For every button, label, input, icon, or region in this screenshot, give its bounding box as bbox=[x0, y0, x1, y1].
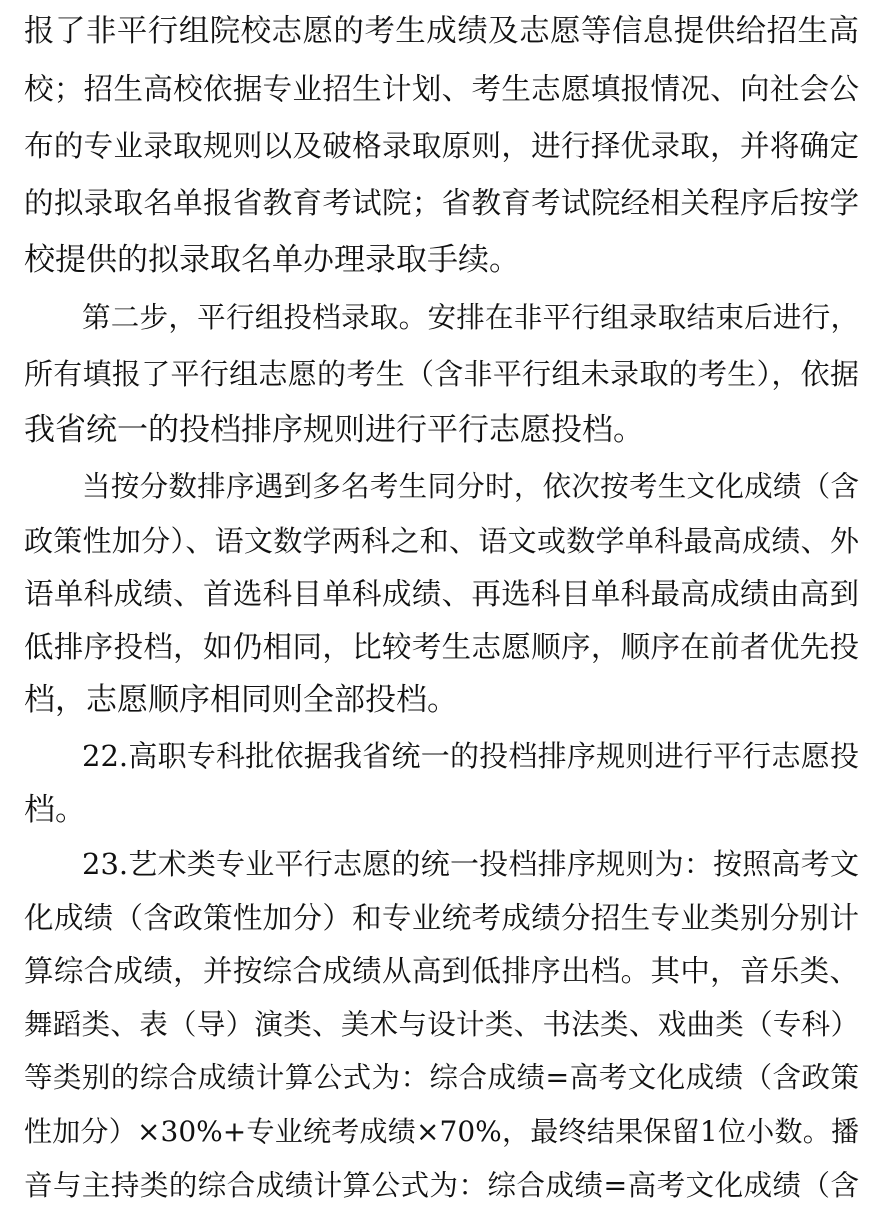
text-line: 性加分）×30%+专业统考成绩×70%，最终结果保留1位小数。播 bbox=[24, 1115, 859, 1148]
text-line: 当按分数排序遇到多名考生同分时，依次按考生文化成绩（含 bbox=[82, 470, 859, 503]
text-line: 第二步，平行组投档录取。安排在非平行组录取结束后进行， bbox=[82, 301, 859, 334]
text-line: 的拟录取名单报省教育考试院；省教育考试院经相关程序后按学 bbox=[24, 186, 859, 220]
text-line: 报了非平行组院校志愿的考生成绩及志愿等信息提供给招生高 bbox=[24, 14, 859, 49]
text-line: 等类别的综合成绩计算公式为：综合成绩=高考文化成绩（含政策 bbox=[24, 1061, 859, 1094]
text-line: 所有填报了平行组志愿的考生（含非平行组未录取的考生），依据 bbox=[24, 357, 859, 391]
text-line: 校；招生高校依据专业招生计划、考生志愿填报情况、向社会公 bbox=[24, 72, 859, 106]
text-line: 档，志愿顺序相同则全部投档。 bbox=[24, 682, 458, 718]
text-line: 政策性加分）、语文数学两科之和、语文或数学单科最高成绩、外 bbox=[24, 524, 859, 558]
text-line: 算综合成绩，并按综合成绩从高到低排序出档。其中，音乐类、 bbox=[24, 954, 859, 988]
text-line: 档。 bbox=[24, 792, 86, 828]
text-line: 低排序投档，如仍相同，比较考生志愿顺序，顺序在前者优先投 bbox=[24, 630, 859, 664]
text-line: 化成绩（含政策性加分）和专业统考成绩分招生专业类别分别计 bbox=[24, 901, 859, 935]
text-line: 舞蹈类、表（导）演类、美术与设计类、书法类、戏曲类（专科） bbox=[24, 1008, 859, 1041]
text-line: 我省统一的投档排序规则进行平行志愿投档。 bbox=[24, 412, 644, 448]
text-line: 语单科成绩、首选科目单科成绩、再选科目单科最高成绩由高到 bbox=[24, 577, 859, 611]
text-line: 23.艺术类专业平行志愿的统一投档排序规则为：按照高考文 bbox=[82, 847, 859, 881]
text-line: 布的专业录取规则以及破格录取原则，进行择优录取，并将确定 bbox=[24, 129, 859, 163]
text-line: 22.高职专科批依据我省统一的投档排序规则进行平行志愿投 bbox=[82, 739, 859, 773]
text-line: 音与主持类的综合成绩计算公式为：综合成绩=高考文化成绩（含 bbox=[24, 1169, 859, 1202]
text-line: 校提供的拟录取名单办理录取手续。 bbox=[24, 242, 520, 278]
